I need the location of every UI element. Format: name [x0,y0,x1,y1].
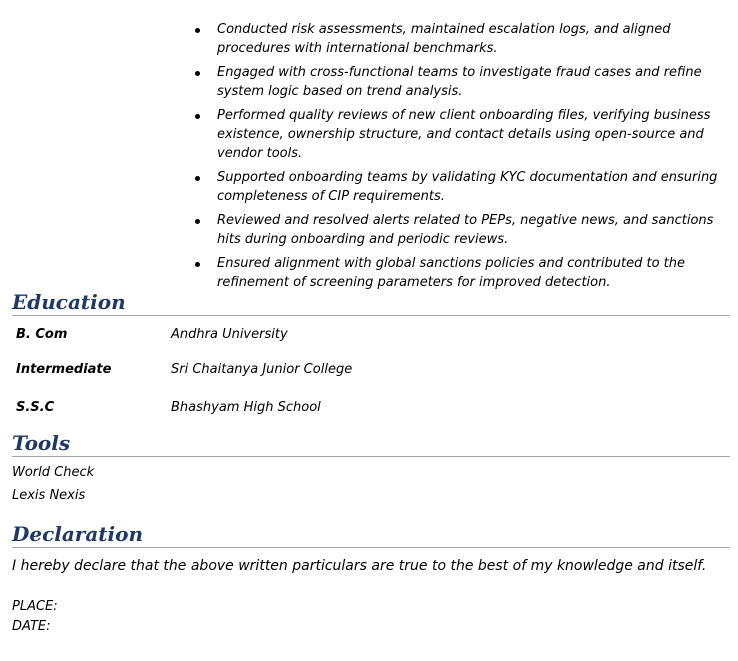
experience-bullet [193,211,733,249]
bullet-icon [195,71,200,76]
education-institution: Bhashyam High School [171,400,321,415]
bullet-text: Engaged with cross-functional teams to investigate fraud cases and refine system logic based on trend analysis. [217,65,702,99]
experience-bullet [193,254,733,292]
experience-bullet [193,106,733,163]
bullet-icon [195,114,200,119]
tools-heading: Tools [12,431,730,457]
bullet-text: Performed quality reviews of new client onboarding files, verifying business existence, ownership structure, and contact details using open-source and vendor tools. [217,108,711,161]
experience-bullet [193,168,733,206]
date-label: DATE: [12,619,51,634]
experience-bullet-list [193,20,733,297]
education-degree: B. Com [16,327,68,342]
education-institution: Andhra University [171,327,288,342]
education-institution: Sri Chaitanya Junior College [171,362,353,377]
experience-bullet [193,20,733,58]
tool-item: Lexis Nexis [12,488,86,503]
bullet-icon [195,219,200,224]
bullet-icon [195,28,200,33]
bullet-icon [195,176,200,181]
education-degree: S.S.C [16,400,55,415]
bullet-text: Reviewed and resolved alerts related to PEPs, negative news, and sanctions hits during onboarding and periodic reviews. [217,213,714,247]
bullet-icon [195,262,200,267]
education-heading: Education [12,290,730,316]
place-label: PLACE: [12,599,58,614]
bullet-text: Ensured alignment with global sanctions policies and contributed to the refinement of screening parameters for improved detection. [217,256,685,290]
bullet-text: Supported onboarding teams by validating KYC documentation and ensuring completeness of CIP requirements. [217,170,718,204]
tool-item: World Check [12,465,95,480]
education-degree: Intermediate [16,362,112,377]
bullet-text: Conducted risk assessments, maintained escalation logs, and aligned procedures with international benchmarks. [217,22,671,56]
experience-bullet [193,63,733,101]
declaration-heading: Declaration [12,522,730,548]
declaration-text: I hereby declare that the above written particulars are true to the best of my knowledge and itself. [12,558,707,574]
